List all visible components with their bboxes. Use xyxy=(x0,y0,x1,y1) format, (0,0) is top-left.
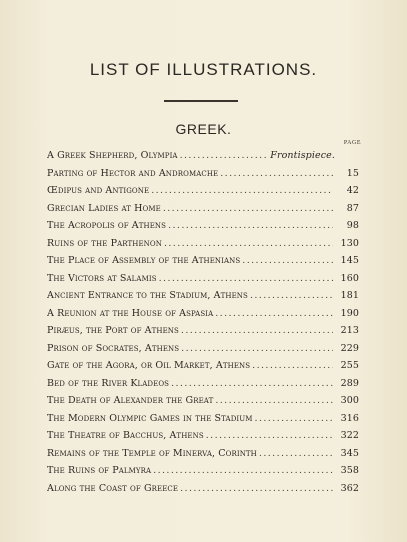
list-item xyxy=(47,238,359,256)
leader-dots xyxy=(163,203,333,214)
leader-dots xyxy=(255,413,333,424)
leader-dots xyxy=(252,360,333,371)
leader-dots xyxy=(153,465,333,476)
entry-title: The Acropolis of Athens xyxy=(47,220,167,231)
entry-title: Along the Coast of Greece xyxy=(47,482,179,494)
entry-title: Remains of the Temple of Minerva, Corinth xyxy=(47,447,257,459)
leader-dots xyxy=(171,378,333,389)
leader-dots xyxy=(242,255,333,266)
leader-dots xyxy=(181,343,333,354)
list-item xyxy=(47,273,359,291)
entry-title: A Greek Shepherd, Olympia xyxy=(47,150,178,161)
list-item xyxy=(47,483,359,501)
illustration-list xyxy=(47,150,359,500)
entry-page: 98 xyxy=(346,220,359,231)
leader-dots xyxy=(180,150,268,161)
list-item xyxy=(47,430,359,448)
entry-page: 181 xyxy=(340,290,359,301)
entry-title: Piræus, the Port of Athens xyxy=(47,325,179,336)
entry-note: Frontispiece. xyxy=(270,150,335,161)
entry-title: Parting of Hector and Andromache xyxy=(47,167,219,179)
entry-title: The Place of Assembly of the Athenians xyxy=(47,255,241,266)
entry-page: 345 xyxy=(340,447,359,459)
leader-dots xyxy=(151,185,333,196)
list-item xyxy=(47,343,359,361)
list-item xyxy=(47,185,359,203)
entry-page: 289 xyxy=(340,377,359,389)
entry-page: 316 xyxy=(340,412,359,424)
entry-title: The Ruins of Palmyra xyxy=(47,465,152,476)
entry-page: 87 xyxy=(346,202,359,214)
entry-page: 42 xyxy=(346,185,359,196)
list-item xyxy=(47,413,359,431)
entry-page: 358 xyxy=(340,465,359,476)
list-item xyxy=(47,203,359,221)
title-rule xyxy=(164,100,238,102)
entry-title: Ruins of the Parthenon xyxy=(47,237,162,249)
leader-dots xyxy=(181,325,333,336)
leader-dots xyxy=(220,168,333,179)
entry-page: 322 xyxy=(340,430,359,441)
entry-page: 229 xyxy=(340,342,359,354)
entry-page: 145 xyxy=(340,255,359,266)
entry-title: The Theatre of Bacchus, Athens xyxy=(47,430,204,441)
entry-page: 255 xyxy=(340,360,359,371)
leader-dots xyxy=(164,238,333,249)
entry-title: A Reunion at the House of Aspasia xyxy=(47,307,214,319)
entry-page: 300 xyxy=(340,395,359,406)
list-item xyxy=(47,378,359,396)
entry-title: The Modern Olympic Games in the Stadium xyxy=(47,412,253,424)
entry-title: The Death of Alexander the Great xyxy=(47,395,214,406)
page-title: LIST OF ILLUSTRATIONS. xyxy=(89,60,318,79)
list-item xyxy=(47,395,359,413)
list-item xyxy=(47,290,359,308)
section-heading: GREEK. xyxy=(175,121,232,137)
leader-dots xyxy=(250,290,333,301)
leader-dots xyxy=(180,483,333,494)
entry-title: Grecian Ladies at Home xyxy=(47,202,161,214)
entry-page: 130 xyxy=(340,237,359,249)
entry-title: Ancient Entrance to the Stadium, Athens xyxy=(47,290,248,301)
entry-title: Gate of the Agora, or Oil Market, Athens xyxy=(47,360,251,371)
leader-dots xyxy=(259,448,333,459)
entry-page: 160 xyxy=(340,272,359,284)
entry-title: The Victors at Salamis xyxy=(47,272,157,284)
entry-page: 362 xyxy=(340,482,359,494)
list-item xyxy=(47,360,359,378)
leader-dots xyxy=(159,273,333,284)
entry-title: Prison of Socrates, Athens xyxy=(47,342,180,354)
leader-dots xyxy=(206,430,333,441)
page-column-label: PAGE xyxy=(343,140,361,146)
list-item xyxy=(47,325,359,343)
entry-title: Bed of the River Kladeos xyxy=(47,377,170,389)
leader-dots xyxy=(168,220,333,231)
entry-page: 15 xyxy=(346,167,359,179)
list-item xyxy=(47,448,359,466)
list-item xyxy=(47,465,359,483)
entry-page: 190 xyxy=(340,307,359,319)
list-item xyxy=(47,168,359,186)
leader-dots xyxy=(215,395,333,406)
entry-title: Œdipus and Antigone xyxy=(47,185,150,196)
leader-dots xyxy=(215,308,333,319)
list-item xyxy=(47,255,359,273)
list-item xyxy=(47,308,359,326)
list-item xyxy=(47,150,359,168)
entry-page: 213 xyxy=(340,325,359,336)
list-item xyxy=(47,220,359,238)
